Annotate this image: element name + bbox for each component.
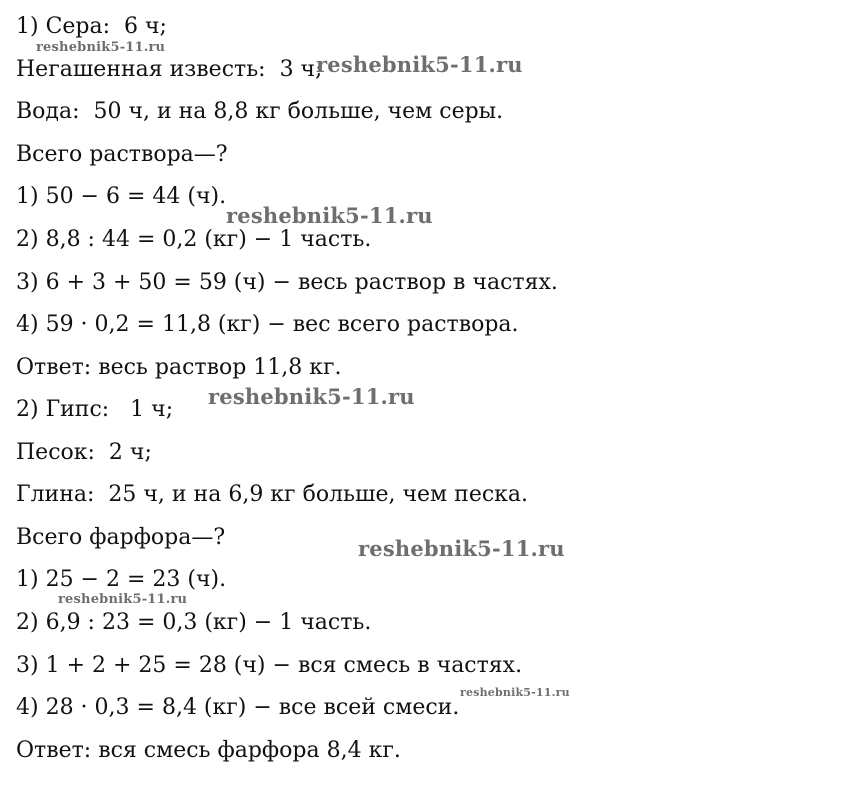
solution-line: 3) 6 + 3 + 50 = 59 (ч) − весь раствор в частях. xyxy=(16,270,558,295)
solution-line: 4) 28 · 0,3 = 8,4 (кг) − все всей смеси. xyxy=(16,695,460,720)
watermark: reshebnik5-11.ru xyxy=(36,40,166,55)
solution-line: 3) 1 + 2 + 25 = 28 (ч) − вся смесь в частях. xyxy=(16,653,523,678)
solution-line: 1) 25 − 2 = 23 (ч). xyxy=(16,567,227,592)
watermark: reshebnik5-11.ru xyxy=(316,52,523,77)
solution-line: 2) Гипс: 1 ч; xyxy=(16,397,174,422)
watermark: reshebnik5-11.ru xyxy=(460,686,570,699)
solution-line: 4) 59 · 0,2 = 11,8 (кг) − вес всего раствора. xyxy=(16,312,519,337)
solution-line: 1) Сера: 6 ч; xyxy=(16,14,167,39)
solution-line: Всего фарфора—? xyxy=(16,525,226,550)
solution-line: 2) 8,8 : 44 = 0,2 (кг) − 1 часть. xyxy=(16,227,372,252)
solution-line: Ответ: вся смесь фарфора 8,4 кг. xyxy=(16,738,401,763)
watermark: reshebnik5-11.ru xyxy=(358,536,565,561)
solution-line: 1) 50 − 6 = 44 (ч). xyxy=(16,184,227,209)
watermark: reshebnik5-11.ru xyxy=(208,384,415,409)
solution-line: Ответ: весь раствор 11,8 кг. xyxy=(16,355,342,380)
solution-line: Всего раствора—? xyxy=(16,142,228,167)
solution-line: Глина: 25 ч, и на 6,9 кг больше, чем песка. xyxy=(16,482,529,507)
solution-line: Негашенная известь: 3 ч; xyxy=(16,57,323,82)
solution-line: Вода: 50 ч, и на 8,8 кг больше, чем серы. xyxy=(16,99,504,124)
solution-line: Песок: 2 ч; xyxy=(16,440,152,465)
watermark: reshebnik5-11.ru xyxy=(58,592,188,607)
watermark: reshebnik5-11.ru xyxy=(226,203,433,228)
solution-line: 2) 6,9 : 23 = 0,3 (кг) − 1 часть. xyxy=(16,610,372,635)
